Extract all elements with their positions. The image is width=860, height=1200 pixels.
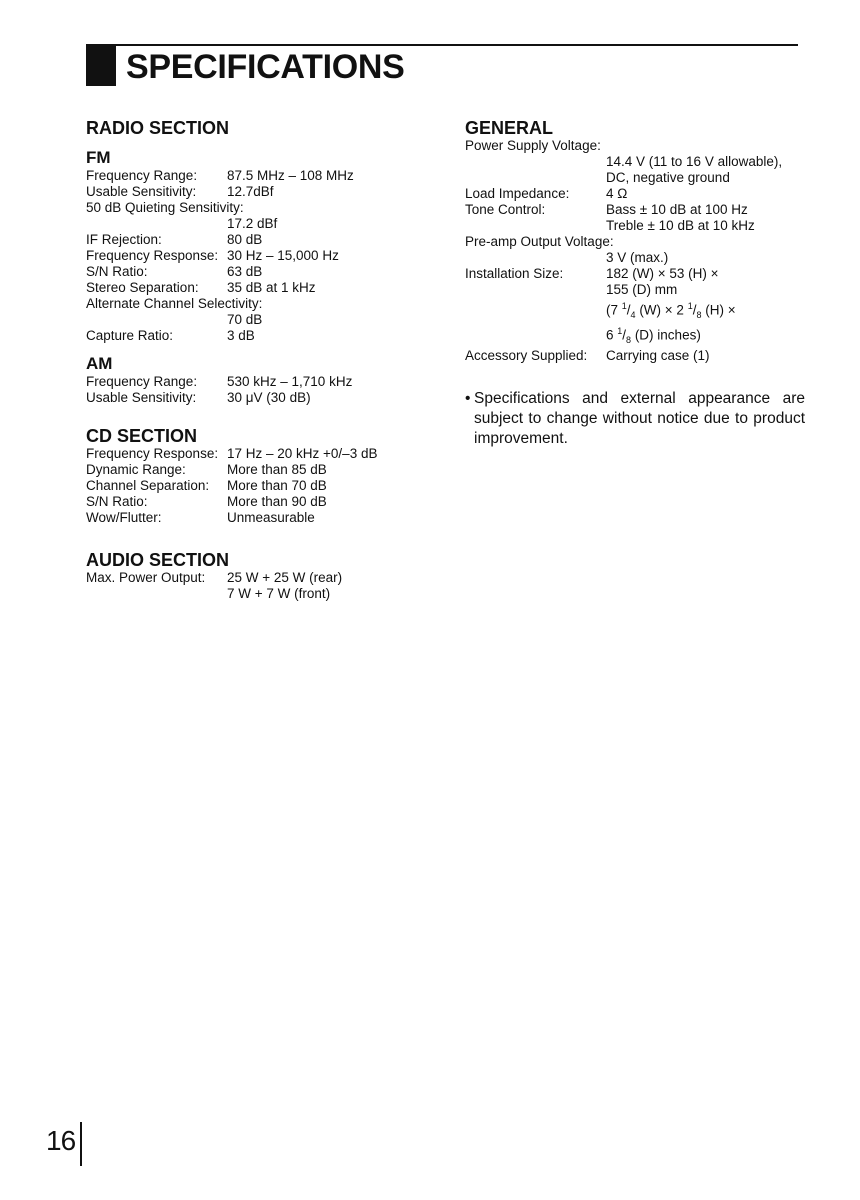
- spec-value-fraction: 6 $^1/_8$ (D) inches): [606, 326, 701, 346]
- spec-label: Pre-amp Output Voltage:: [465, 234, 614, 249]
- spec-value: Unmeasurable: [227, 510, 315, 525]
- spec-value: Bass ± 10 dB at 100 Hz: [606, 202, 748, 217]
- spec-label: Accessory Supplied:: [465, 348, 588, 364]
- spec-row: [86, 510, 426, 526]
- spec-label: Max. Power Output:: [86, 570, 206, 585]
- spec-label: Load Impedance:: [465, 186, 570, 201]
- spec-label: Stereo Separation:: [86, 280, 199, 295]
- cd-section-heading: CD SECTION: [86, 426, 198, 446]
- spec-label: Usable Sensitivity:: [86, 390, 197, 405]
- radio-section-heading: RADIO SECTION: [86, 118, 230, 138]
- title-block-marker: [86, 46, 116, 86]
- am-heading: AM: [86, 354, 113, 373]
- spec-label: Frequency Range:: [86, 168, 198, 183]
- spec-value-fraction: (7 $^1/_4$ (W) × 2 $^1/_8$ (H) ×: [606, 301, 736, 321]
- spec-value: 63 dB: [227, 264, 263, 279]
- spec-value: 530 kHz – 1,710 kHz: [227, 374, 353, 389]
- spec-label: Channel Separation:: [86, 478, 210, 493]
- left-column: [86, 118, 426, 602]
- fraction-denominator: 8: [626, 335, 632, 346]
- spec-label: Capture Ratio:: [86, 328, 174, 343]
- spec-label: Frequency Range:: [86, 374, 198, 389]
- spec-row: [86, 446, 426, 462]
- page-number: 16: [46, 1125, 76, 1156]
- spec-value: 30 μV (30 dB): [227, 390, 311, 405]
- page-number-divider: [80, 1122, 82, 1166]
- right-column: [465, 118, 810, 364]
- spec-value: Carrying case (1): [606, 348, 710, 364]
- page-title: SPECIFICATIONS: [126, 48, 405, 86]
- spec-value: 4 Ω: [606, 186, 628, 201]
- spec-row: [86, 462, 426, 478]
- spec-label: Power Supply Voltage:: [465, 138, 601, 153]
- spec-row: [86, 168, 426, 184]
- spec-row: [86, 570, 426, 586]
- general-section-heading: GENERAL: [465, 118, 554, 138]
- spec-label: Dynamic Range:: [86, 462, 186, 477]
- audio-section-heading: AUDIO SECTION: [86, 550, 230, 570]
- spec-value: 7 W + 7 W (front): [227, 586, 331, 601]
- text: (D) inches): [631, 327, 701, 343]
- spec-value: 3 dB: [227, 328, 255, 343]
- spec-value: More than 90 dB: [227, 494, 327, 509]
- fraction-numerator: 1: [687, 301, 693, 311]
- spec-label: Frequency Response:: [86, 248, 219, 263]
- spec-value: 182 (W) × 53 (H) ×: [606, 266, 719, 281]
- spec-label: S/N Ratio:: [86, 494, 148, 509]
- spec-value: 25 W + 25 W (rear): [227, 570, 343, 585]
- spec-row: [86, 494, 426, 510]
- spec-row: [465, 202, 810, 218]
- spec-label: IF Rejection:: [86, 232, 162, 247]
- note-text: Specifications and external appearance are subject to change without notice due to product improvement.: [474, 390, 805, 447]
- spec-row: [465, 266, 810, 282]
- spec-label: 50 dB Quieting Sensitivity:: [86, 200, 244, 215]
- spec-value: 35 dB at 1 kHz: [227, 280, 316, 295]
- bullet-icon: •: [465, 390, 471, 407]
- spec-value: Treble ± 10 dB at 10 kHz: [606, 218, 755, 233]
- fraction-numerator: 1: [617, 326, 623, 337]
- spec-note: [465, 389, 805, 449]
- text: (H) ×: [701, 302, 736, 318]
- spec-row: [86, 390, 426, 406]
- spec-label: S/N Ratio:: [86, 264, 148, 279]
- spec-row: [86, 248, 426, 264]
- spec-value: 80 dB: [227, 232, 263, 247]
- spec-label: Wow/Flutter:: [86, 510, 162, 525]
- fraction-denominator: 4: [630, 310, 636, 321]
- fm-heading: FM: [86, 148, 111, 167]
- fraction-numerator: 1: [621, 301, 627, 311]
- text: (7: [606, 302, 622, 318]
- top-rule: [86, 44, 798, 46]
- spec-row: [86, 184, 426, 200]
- spec-row: [86, 374, 426, 390]
- spec-row: [465, 348, 810, 364]
- spec-label: Installation Size:: [465, 266, 564, 281]
- spec-value: 30 Hz – 15,000 Hz: [227, 248, 339, 263]
- spec-value: 87.5 MHz – 108 MHz: [227, 168, 354, 183]
- spec-value: More than 85 dB: [227, 462, 327, 477]
- spec-label: Frequency Response:: [86, 446, 219, 461]
- spec-value: More than 70 dB: [227, 478, 327, 493]
- spec-row: [86, 264, 426, 280]
- spec-label: Usable Sensitivity:: [86, 184, 197, 199]
- spec-row: [86, 232, 426, 248]
- spec-row: [86, 280, 426, 296]
- spec-value: 14.4 V (11 to 16 V allowable),: [606, 154, 783, 169]
- fraction-denominator: 8: [696, 310, 702, 321]
- spec-label: Alternate Channel Selectivity:: [86, 296, 263, 311]
- spec-value: 12.7dBf: [227, 184, 274, 199]
- spec-value: 17 Hz – 20 kHz +0/–3 dB: [227, 446, 378, 461]
- spec-label: Tone Control:: [465, 202, 546, 217]
- spec-value: 155 (D) mm: [606, 282, 678, 297]
- spec-row: [86, 328, 426, 344]
- spec-value: DC, negative ground: [606, 170, 730, 185]
- spec-row: [465, 186, 810, 202]
- spec-value: 17.2 dBf: [227, 216, 278, 231]
- text: 6: [606, 327, 618, 343]
- spec-value: 3 V (max.): [606, 250, 669, 265]
- spec-row: [86, 478, 426, 494]
- text: (W) × 2: [635, 302, 688, 318]
- spec-value: 70 dB: [227, 312, 263, 327]
